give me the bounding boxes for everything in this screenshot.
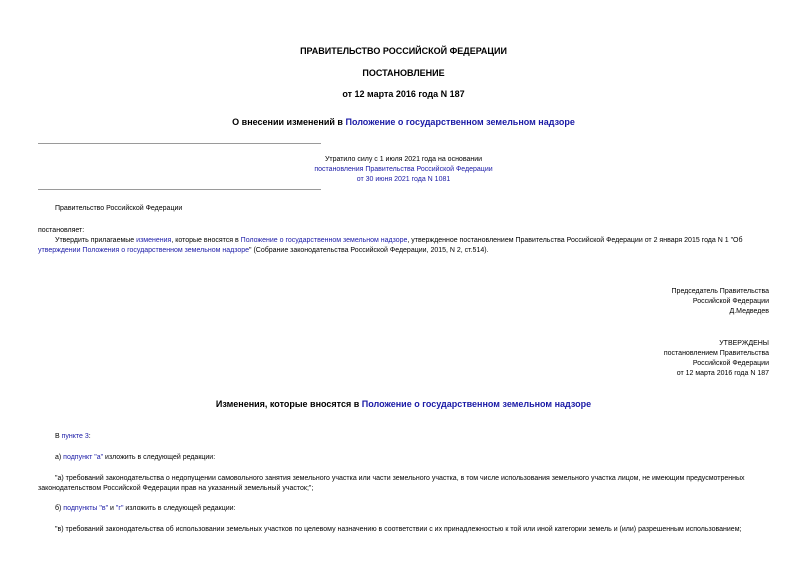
divider-bottom: [38, 189, 321, 190]
point-3-link[interactable]: пункте 3: [61, 433, 89, 440]
changes-title: [0, 399, 807, 409]
changes-title-link[interactable]: Положение о государственном земельном надзоре: [361, 399, 592, 409]
doc-date-number: от 12 марта 2016 года N 187: [342, 89, 465, 99]
approved-by: постановлением Правительства: [663, 350, 769, 357]
changes-title-prefix: Изменения, которые вносятся в: [215, 399, 362, 409]
subpoint-g-link[interactable]: "г": [115, 505, 124, 512]
subpoints-b-prefix: б): [55, 505, 64, 512]
in-point-suffix: :: [88, 433, 91, 440]
subpoint-v-text-1: "в) требований законодательства об использовании земельных участков по целевому назначению в соответствии с их принадлежностью к той или иной категории земель и (или) разрешенным использованием;: [55, 526, 742, 533]
divider-top: [38, 143, 321, 144]
subpoint-a-suffix: изложить в следующей редакции:: [103, 454, 216, 461]
regulation-link[interactable]: Положение о государственном земельном надзоре: [240, 237, 408, 244]
approved-country: Российской Федерации: [692, 360, 769, 367]
decides-text: постановляет:: [38, 227, 85, 234]
approved-date: от 12 марта 2016 года N 187: [676, 370, 769, 377]
doc-title: [0, 117, 807, 127]
subpoint-a-link[interactable]: подпункт "а": [63, 454, 104, 461]
approved-title: УТВЕРЖДЕНЫ: [719, 340, 769, 347]
item1-text-c: , утвержденное постановлением Правительства Российской Федерации от 2 января 2015 года N 1 "Об: [407, 237, 743, 244]
expiry-line-1: Утратило силу с 1 июля 2021 года на основании: [324, 156, 483, 163]
subpoints-b-mid: и: [108, 505, 116, 512]
signature-country: Российской Федерации: [692, 298, 769, 305]
expiry-link-decree[interactable]: постановления Правительства Российской Федерации: [314, 166, 493, 173]
subpoint-a-line: [55, 452, 215, 463]
subpoints-b-line: [55, 503, 236, 514]
doc-type-heading: ПОСТАНОВЛЕНИЕ: [362, 68, 445, 78]
in-point-line: [55, 431, 91, 442]
subpoint-v-link[interactable]: подпункты "в": [63, 505, 109, 512]
subpoints-b-suffix: изложить в следующей редакции:: [123, 505, 236, 512]
item1-text-e: " (Собрание законодательства Российской Федерации, 2015, N 2, ст.514).: [249, 247, 489, 254]
subpoint-a-text-1: "а) требований законодательства о недопущении самовольного занятия земельного участка или части земельного участка, в том числе использования земельного участка лицом, не имеющим предусмотренных: [55, 475, 745, 482]
item1-line2: [38, 245, 489, 256]
in-point-prefix: В: [55, 433, 62, 440]
item1-text-b: , которые вносятся в: [171, 237, 241, 244]
subpoint-a-prefix: а): [55, 454, 64, 461]
approval-decree-link[interactable]: утверждении Положения о государственном земельном надзоре: [38, 247, 250, 254]
government-name: Правительство Российской Федерации: [55, 205, 183, 212]
doc-title-link[interactable]: Положение о государственном земельном надзоре: [345, 117, 575, 127]
expiry-link-date[interactable]: от 30 июня 2021 года N 1081: [356, 176, 451, 183]
subpoint-a-text-2: законодательством Российской Федерации прав на указанный земельный участок;";: [38, 485, 314, 492]
signature-position: Председатель Правительства: [671, 288, 769, 295]
changes-link[interactable]: изменения: [136, 237, 172, 244]
government-heading: ПРАВИТЕЛЬСТВО РОССИЙСКОЙ ФЕДЕРАЦИИ: [300, 46, 507, 56]
doc-title-prefix: О внесении изменений в: [232, 117, 346, 127]
item1-text-a: Утвердить прилагаемые: [55, 237, 137, 244]
signature-name: Д.Медведев: [729, 308, 769, 315]
